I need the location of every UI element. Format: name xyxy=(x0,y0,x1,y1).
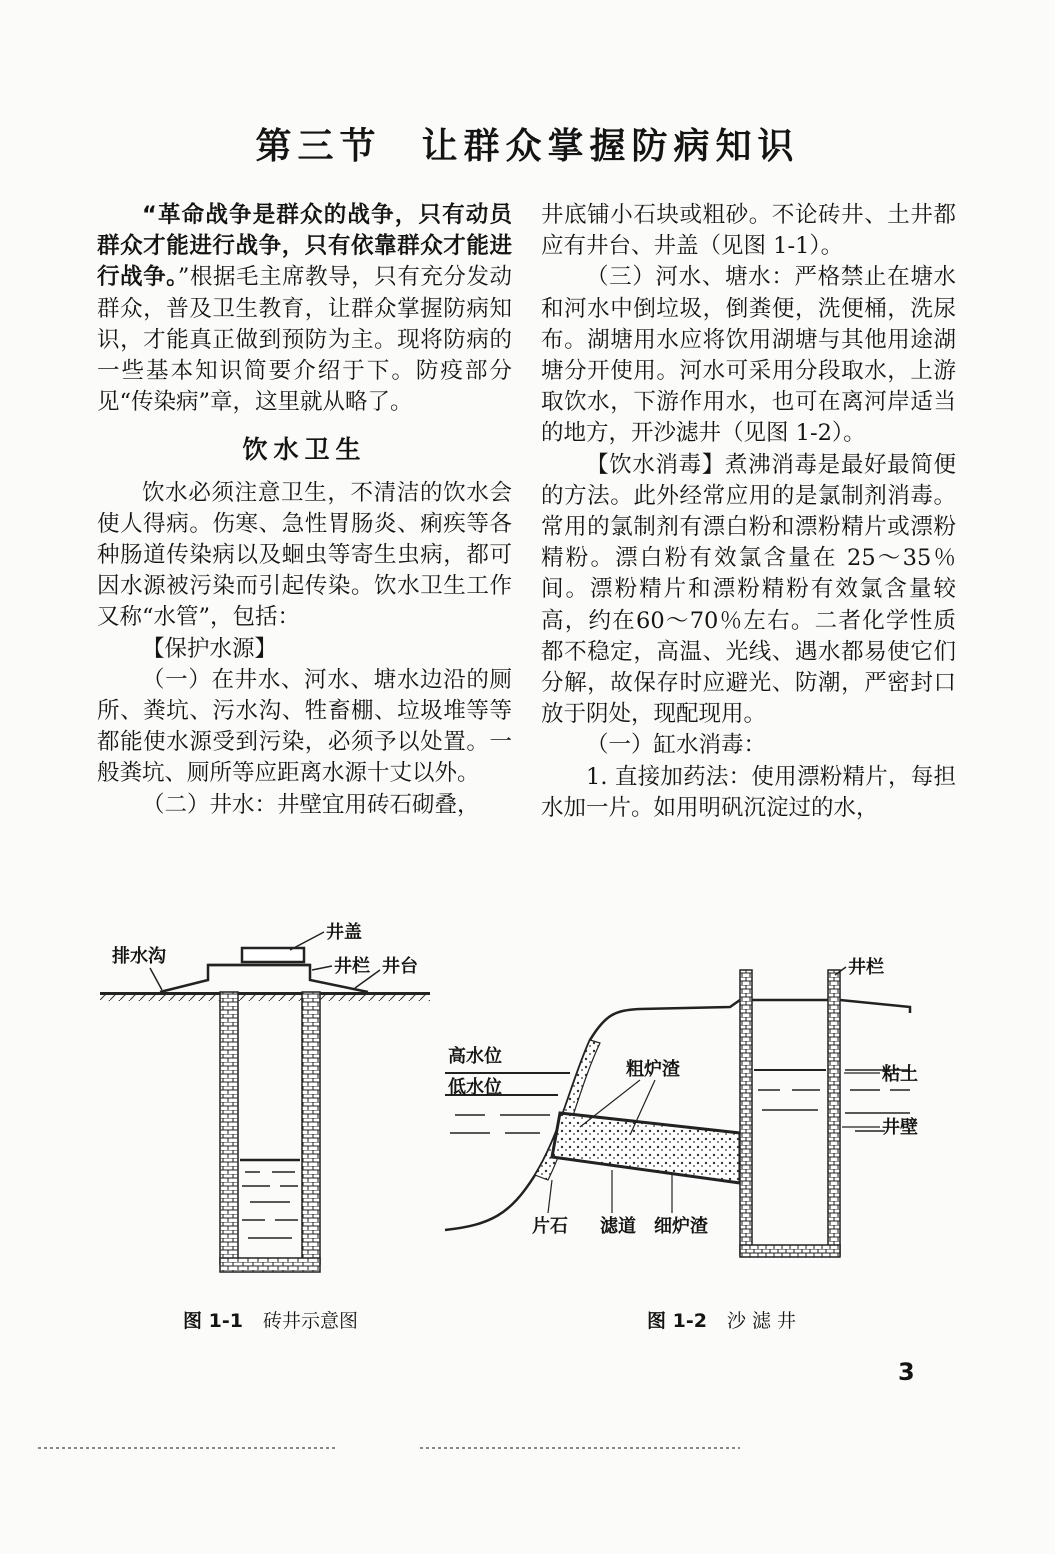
label-coarse-slag: 粗炉渣 xyxy=(626,1059,680,1080)
ground-line xyxy=(100,992,430,995)
well-water xyxy=(240,1160,300,1238)
scan-artifact-right xyxy=(420,1447,740,1449)
item-two-start: （二）井水：井壁宜用砖石砌叠， xyxy=(142,791,480,818)
figure-brick-well xyxy=(100,910,440,1290)
label-platform: 井台 xyxy=(382,956,418,977)
right-column xyxy=(541,200,956,824)
label-fine-slag: 细炉渣 xyxy=(654,1216,708,1237)
heading-protect-water-source: 【保护水源】 xyxy=(142,635,278,662)
heading-disinfection: 【饮水消毒】 xyxy=(586,451,725,478)
label-low-water: 低水位 xyxy=(448,1077,502,1098)
filter-well-wall-left xyxy=(740,970,752,1255)
left-column xyxy=(97,200,512,821)
intro-text: ”根据毛主席教导，只有充分发动群众，普及卫生教育，让群众掌握防病知识，才能真正做到预防为主。现将防病的一些基本知识简要介绍于下。防疫部分见“传染病”章，这里就从略了。 xyxy=(97,264,512,416)
figure-2-number: 图 1-2 xyxy=(647,1310,707,1332)
label-channel: 滤道 xyxy=(600,1216,636,1237)
page-title xyxy=(0,118,1055,169)
intro-paragraph xyxy=(97,200,512,418)
well-bottom xyxy=(220,1258,320,1272)
section-number: 第三节 xyxy=(255,126,382,167)
filter-channel xyxy=(552,1113,740,1183)
disinfection-paragraph xyxy=(541,450,956,731)
label-well-wall: 井壁 xyxy=(882,1117,918,1138)
paragraph-drinking-water: 饮水必须注意卫生，不清洁的饮水会使人得病。伤寒、急性胃肠炎、痢疾等各种肠道传染病以及蛔虫等寄生虫病，都可因水源被污染而引起传染。饮水卫生工作又称“水管”，包括： xyxy=(97,479,512,631)
filter-well-wall-right xyxy=(828,970,840,1255)
jar-water-heading: （一）缸水消毒： xyxy=(586,732,767,759)
scan-artifact-left xyxy=(38,1447,338,1449)
label-rail-2: 井栏 xyxy=(848,957,884,978)
figure-2-caption xyxy=(647,1306,796,1333)
figure-1-number: 图 1-1 xyxy=(183,1310,243,1332)
label-high-water: 高水位 xyxy=(448,1046,502,1067)
section-title: 让群众掌握防病知识 xyxy=(421,126,800,167)
figure-1-caption xyxy=(183,1306,358,1333)
well-cover xyxy=(242,948,304,962)
label-clay: 粘土 xyxy=(882,1064,918,1085)
well-wall-left xyxy=(220,992,238,1264)
subheading-drinking-water: 饮水卫生 xyxy=(242,435,367,465)
label-rail: 井栏 xyxy=(334,956,370,977)
item-one: （一）在井水、河水、塘水边沿的厕所、粪坑、污水沟、牲畜棚、垃圾堆等等都能使水源受到污染，必须予以处置。一般粪坑、厕所等应距离水源十丈以外。 xyxy=(97,666,512,787)
page-number: 3 xyxy=(898,1358,915,1386)
figure-1-text: 砖井示意图 xyxy=(262,1310,358,1332)
figure-2-text: 沙 滤 井 xyxy=(726,1310,797,1332)
item-three: （三）河水、塘水：严格禁止在塘水和河水中倒垃圾，倒粪便，洗便桶，洗尿布。湖塘用水应将饮用湖塘与其他用途湖塘分开使用。河水可采用分段取水，上游取饮水，下游作用水，也可在离河岸适当的地方，开沙滤井（见图 1-2）。 xyxy=(541,264,956,447)
label-cover: 井盖 xyxy=(326,922,362,943)
label-stone: 片石 xyxy=(532,1216,568,1237)
method-one: 1. 直接加药法：使用漂粉精片，每担水加一片。如用明矾沉淀过的水， xyxy=(541,763,956,821)
item-two-continued: 井底铺小石块或粗砂。不论砖井、土井都应有井台、井盖（见图 1-1）。 xyxy=(541,202,956,260)
well-wall-right xyxy=(302,992,320,1264)
figure-sand-filter-well xyxy=(440,945,940,1265)
mao-quote: “革命战争是群众的战争，只有动员群众才能进行战争，只有依靠群众才能进行战争。 xyxy=(97,202,512,291)
label-drain: 排水沟 xyxy=(112,946,166,967)
disinfection-text: 煮沸消毒是最好最简便的方法。此外经常应用的是氯制剂消毒。常用的氯制剂有漂白粉和漂粉精片或漂粉精粉。漂白粉有效氯含量在 25～35％间。漂粉精片和漂粉精粉有效氯含量较高，约在60～70％左右。二者化学性质都不稳定，高温、光线、遇水都易使它们分解，故保存时应避光、防潮，严密封口放于阴处，现配现用。 xyxy=(541,451,956,728)
